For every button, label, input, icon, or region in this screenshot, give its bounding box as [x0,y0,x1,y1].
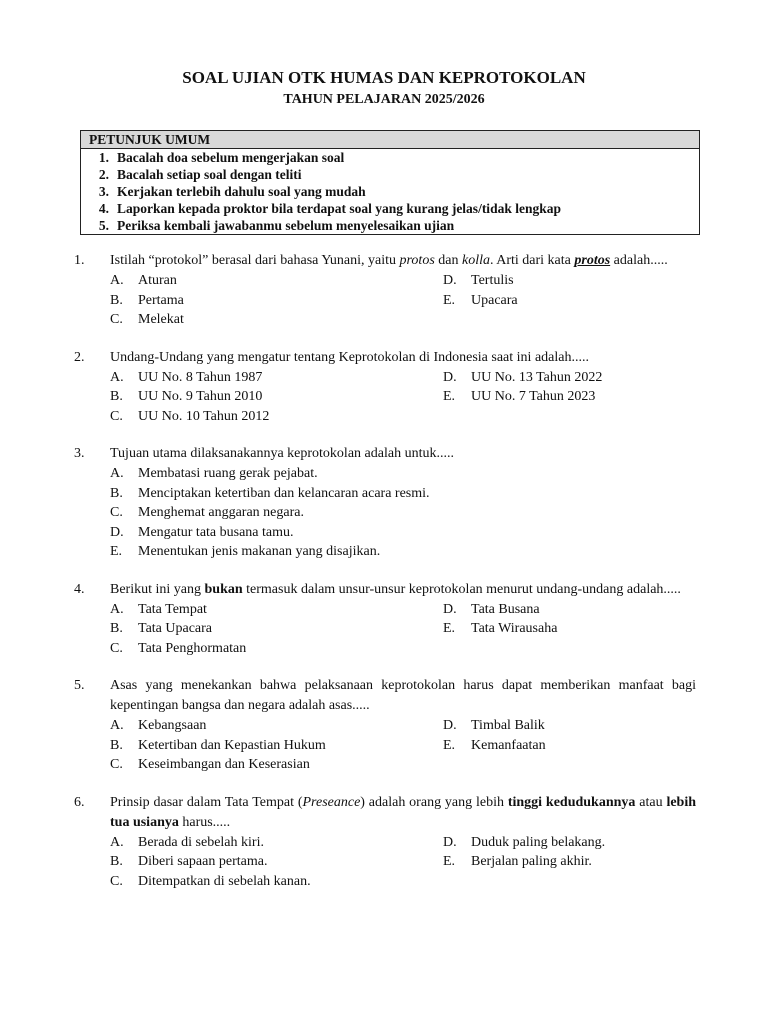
question-text [110,251,696,271]
option-letter: D. [443,601,457,617]
instruction-text: Bacalah setiap soal dengan teliti [117,167,302,182]
question-text-segment: . Arti dari kata [490,253,575,268]
option-letter: E. [443,854,456,869]
question-text-segment: harus..... [178,814,231,830]
question-text-segment: Asas yang menekankan bahwa pelaksanaan keprotokolan harus dapat memberikan manfaat bagi kepentingan bangsa dan negara adalah asas..... [110,678,696,713]
answer-option [443,852,696,872]
question-list [74,251,696,909]
option-text: Tata Upacara [138,621,213,636]
question-text-segment: bukan [204,581,243,597]
option-letter: A. [110,718,124,733]
answer-option [443,736,696,756]
instruction-item [81,200,699,217]
option-text: Berjalan paling akhir. [471,854,592,869]
question-number: 4. [74,581,85,597]
answer-option [110,387,443,407]
instructions-heading: PETUNJUK UMUM [81,131,699,149]
question-text-segment: Berikut ini yang [110,581,205,597]
answer-option [110,736,443,756]
question-number: 1. [74,253,85,268]
question-stem [74,676,696,716]
question-stem [74,251,696,271]
question-text-segment: atau [635,794,667,810]
option-text: Diberi sapaan pertama. [138,854,268,869]
answer-options [110,464,696,562]
question-number: 3. [74,446,85,461]
answer-option [443,600,696,620]
option-text: Kebangsaan [138,718,207,733]
question-text-segment: adalah..... [610,253,668,268]
answer-option [110,368,443,388]
instruction-text: Bacalah doa sebelum mengerjakan soal [117,150,345,165]
option-text: Membatasi ruang gerak pejabat. [138,466,318,481]
option-text: Tata Penghormatan [138,640,247,656]
option-letter: D. [443,718,457,733]
answer-options [110,600,696,659]
option-letter: B. [110,292,123,308]
option-text: Keseimbangan dan Keserasian [138,757,310,772]
option-text: Ditempatkan di sebelah kanan. [138,873,311,889]
option-text: Aturan [138,273,177,288]
question-text-segment: Undang-Undang yang mengatur tentang Keprotokolan di Indonesia saat ini adalah..... [110,349,589,365]
option-text: Kemanfaatan [471,737,546,753]
question-text [110,676,696,716]
instruction-number: 4. [98,201,109,216]
option-text: Tata Wirausaha [471,621,558,636]
answer-option [110,755,443,775]
answer-option [110,484,696,504]
answer-option [443,368,696,388]
option-letter: E. [443,737,456,753]
option-text: Tata Busana [471,601,540,617]
option-text: Tata Tempat [138,601,207,617]
answer-option [110,271,443,291]
question-text-segment: Tujuan utama dilaksanakannya keprotokolan adalah untuk..... [110,446,454,461]
general-instructions-box [80,130,700,235]
answer-option [110,716,443,736]
question-item [74,444,696,562]
option-letter: D. [443,834,457,850]
instruction-number: 1. [98,150,109,165]
question-number: 6. [74,794,85,810]
question-text-segment: protos [574,253,611,268]
option-letter: E. [110,544,123,559]
option-letter: A. [110,601,124,617]
question-item [74,348,696,427]
option-text: Menentukan jenis makanan yang disajikan. [138,544,381,559]
answer-option [443,387,696,407]
instruction-text: Periksa kembali jawabanmu sebelum menyelesaikan ujian [117,218,455,233]
answer-option [110,833,443,853]
option-letter: C. [110,640,123,656]
answer-options [110,368,696,427]
answer-option [110,600,443,620]
question-text-segment: kolla [462,253,490,268]
option-text: Pertama [138,292,184,308]
instructions-list [81,149,699,234]
question-stem [74,580,696,600]
page-title: SOAL UJIAN OTK HUMAS DAN KEPROTOKOLAN [182,68,586,87]
option-letter: C. [110,505,123,520]
answer-option [110,872,443,892]
option-letter: D. [443,273,457,288]
answer-option [443,716,696,736]
question-text-segment: tinggi kedudukannya [507,794,636,810]
option-letter: A. [110,466,124,481]
instruction-item [81,166,699,183]
option-text: Upacara [471,292,518,308]
option-letter: C. [110,873,123,889]
instruction-item [81,149,699,166]
option-letter: A. [110,369,124,385]
question-number: 5. [74,678,85,693]
option-text: Menciptakan ketertiban dan kelancaran acara resmi. [138,485,430,501]
option-letter: E. [443,389,456,404]
option-text: Duduk paling belakang. [471,834,606,850]
answer-options [110,716,696,775]
question-text [110,444,696,464]
question-text [110,580,696,600]
instruction-item [81,183,699,200]
answer-options [110,271,696,330]
answer-option [443,619,696,639]
answer-option [110,619,443,639]
option-letter: C. [110,312,123,327]
question-text-segment: Prinsip dasar dalam Tata Tempat ( [110,794,303,810]
option-letter: B. [110,485,123,501]
question-stem [74,444,696,464]
option-text: Berada di sebelah kiri. [138,834,264,850]
option-text: Ketertiban dan Kepastian Hukum [138,737,326,753]
answer-option [110,291,443,311]
question-text-segment: lebih tua usianya [110,794,697,830]
answer-option [110,407,443,427]
option-letter: C. [110,757,123,772]
option-text: Tertulis [471,273,514,288]
option-letter: A. [110,273,124,288]
answer-option [443,271,696,291]
question-number: 2. [74,349,85,365]
option-letter: C. [110,408,123,424]
option-letter: B. [110,389,123,404]
question-item [74,676,696,775]
answer-option [110,639,443,659]
option-letter: B. [110,854,123,869]
question-text [110,793,696,833]
answer-option [110,523,696,543]
option-text: Melekat [138,312,184,327]
option-text: UU No. 7 Tahun 2023 [471,389,596,404]
answer-option [443,291,696,311]
option-text: UU No. 8 Tahun 1987 [138,369,263,385]
question-text [110,348,696,368]
question-text-segment: ) adalah orang yang lebih [360,794,508,810]
question-item [74,580,696,659]
answer-option [110,464,696,484]
question-text-segment: protos [399,253,435,268]
option-letter: D. [443,369,457,385]
instruction-text: Kerjakan terlebih dahulu soal yang mudah [117,184,366,199]
answer-option [110,852,443,872]
instruction-text: Laporkan kepada proktor bila terdapat soal yang kurang jelas/tidak lengkap [117,201,561,216]
instruction-number: 2. [98,167,109,182]
question-text-segment: termasuk dalam unsur-unsur keprotokolan menurut undang-undang adalah..... [242,581,681,597]
answer-option [110,542,696,562]
answer-options [110,833,696,892]
answer-option [110,310,443,330]
option-text: UU No. 10 Tahun 2012 [138,408,270,424]
option-text: Timbal Balik [471,718,545,733]
page-subtitle: TAHUN PELAJARAN 2025/2026 [283,92,485,107]
answer-option [110,503,696,523]
instruction-item [81,217,699,234]
question-text-segment: Preseance [302,794,361,810]
instruction-number: 5. [98,218,109,233]
question-item [74,793,696,892]
option-letter: E. [443,292,456,308]
question-text-segment: dan [434,253,462,268]
question-stem [74,793,696,833]
option-text: UU No. 13 Tahun 2022 [471,369,603,385]
option-letter: D. [110,524,124,540]
question-text-segment: Istilah “protokol” berasal dari bahasa Yunani, yaitu [110,253,400,268]
question-stem [74,348,696,368]
option-letter: B. [110,737,123,753]
option-text: UU No. 9 Tahun 2010 [138,389,263,404]
instruction-number: 3. [98,184,109,199]
option-letter: A. [110,834,124,850]
option-letter: E. [443,621,456,636]
question-item [74,251,696,330]
option-text: Mengatur tata busana tamu. [138,524,294,540]
answer-option [443,833,696,853]
option-text: Menghemat anggaran negara. [138,505,304,520]
option-letter: B. [110,621,123,636]
